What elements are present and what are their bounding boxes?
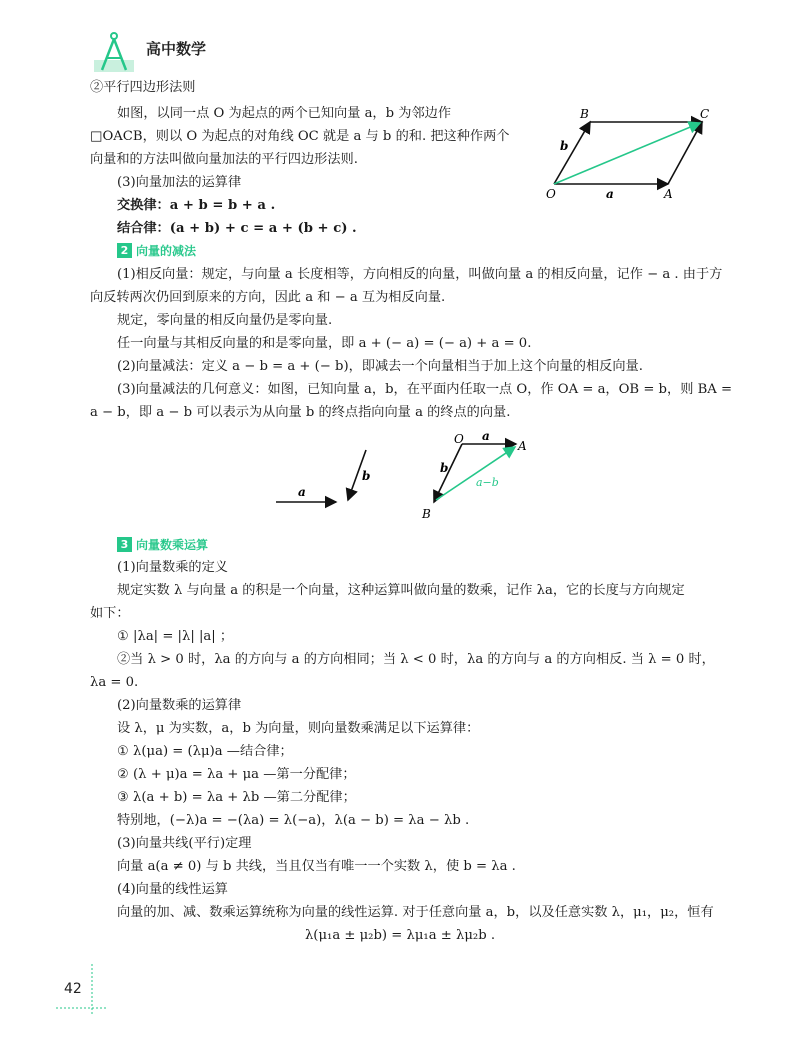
axis-decoration-icon — [52, 960, 112, 1020]
s3-line-11: ③ λ(a + b) = λa + λb —第二分配律； — [117, 790, 356, 805]
subtraction-figure — [270, 428, 550, 528]
s3-line-14: 向量 a(a ≠ 0) 与 b 共线，当且仅当有唯一一个实数 λ，使 b = λa . — [117, 859, 516, 874]
label-a: a — [606, 187, 614, 201]
s2-line-7: a − b，即 a − b 可以表示为从向量 b 的终点指向向量 a 的终点的向量. — [90, 405, 511, 420]
rule-title: ②平行四边形法则 — [90, 80, 196, 95]
label-b: b — [560, 139, 569, 153]
s3-line-4: ① |λa| = |λ| |a| ； — [117, 629, 234, 644]
s3-line-6: λa = 0. — [90, 675, 139, 690]
s3-line-12: 特别地，(−λ)a = −(λa) = λ(−a)，λ(a − b) = λa − λb . — [117, 813, 470, 828]
s2-line-5: (2)向量减法：定义 a − b = a + (− b)，即减去一个向量相当于加上这个向量的相反向量. — [117, 359, 643, 374]
section-2-badge — [117, 243, 196, 258]
label-O2: O — [454, 432, 464, 446]
label-C: C — [700, 107, 710, 121]
commutative-law: 交换律：a + b = b + a . — [117, 198, 276, 213]
s3-line-1: (1)向量数乘的定义 — [117, 560, 228, 575]
label-A2: A — [518, 439, 527, 453]
section-3-badge — [117, 537, 208, 552]
s3-line-9: ① λ(μa) = (λμ)a —结合律； — [117, 744, 293, 759]
vector-oc-diagonal — [554, 123, 700, 184]
free-label-b: b — [362, 469, 371, 483]
s3-line-2: 规定实数 λ 与向量 a 的积是一个向量，这种运算叫做向量的数乘，记作 λa，它的长度与方向规定 — [117, 583, 685, 598]
header-title: 高中数学 — [146, 40, 207, 58]
s3-line-5: ②当 λ > 0 时，λa 的方向与 a 的方向相同；当 λ < 0 时，λa 的方向与 a 的方向相反. 当 λ = 0 时， — [117, 652, 715, 667]
para-line-3: 向量和的方法叫做向量加法的平行四边形法则. — [90, 152, 358, 167]
s3-line-8: 设 λ，μ 为实数，a，b 为向量，则向量数乘满足以下运算律： — [117, 721, 480, 736]
label-O: O — [546, 187, 556, 201]
section-2-title: 向量的减法 — [136, 244, 197, 258]
label-B2: B — [422, 507, 431, 521]
vector-ac — [668, 122, 702, 184]
s3-line-16: 向量的加、减、数乘运算统称为向量的线性运算. 对于任意向量 a，b，以及任意实数 λ，μ₁，μ₂，恒有 — [117, 905, 714, 920]
para-line-1: 如图，以同一点 O 为起点的两个已知向量 a，b 为邻边作 — [117, 106, 452, 121]
section-3-number: 3 — [117, 537, 132, 552]
label-a2: a — [482, 429, 490, 443]
label-A: A — [664, 187, 673, 201]
label-B: B — [580, 107, 589, 121]
section-3-title: 向量数乘运算 — [136, 538, 209, 552]
free-label-a: a — [298, 485, 306, 499]
associative-law: 结合律：(a + b) + c = a + (b + c) . — [117, 221, 357, 236]
s3-line-13: (3)向量共线(平行)定理 — [117, 836, 252, 851]
vector-b-oc-side — [554, 122, 590, 184]
s3-line-17: λ(μ₁a ± μ₂b) = λμ₁a ± λμ₂b . — [304, 928, 496, 943]
s2-line-4: 任一向量与其相反向量的和是零向量，即 a + (− a) = (− a) + a = 0. — [117, 336, 532, 351]
s3-line-7: (2)向量数乘的运算律 — [117, 698, 242, 713]
s2-line-2: 向反转两次仍回到原来的方向，因此 a 和 − a 互为相反向量. — [90, 290, 446, 305]
s3-line-10: ② (λ + μ)a = λa + μa —第一分配律； — [117, 767, 356, 782]
s2-line-6: (3)向量减法的几何意义：如图，已知向量 a，b，在平面内任取一点 O，作 OA = a，OB = b，则 BA = — [117, 382, 733, 397]
s2-line-3: 规定，零向量的相反向量仍是零向量. — [117, 313, 333, 328]
laws-title: (3)向量加法的运算律 — [117, 175, 242, 190]
s2-line-1: (1)相反向量：规定，与向量 a 长度相等，方向相反的向量，叫做向量 a 的相反向量，记作 − a . 由于方 — [117, 267, 723, 282]
label-b2: b — [440, 461, 449, 475]
section-2-number: 2 — [117, 243, 132, 258]
para-line-2: □OACB，则以 O 为起点的对角线 OC 就是 a 与 b 的和. 把这种作两个 — [90, 129, 510, 144]
compass-logo-icon — [92, 30, 136, 76]
s3-line-3: 如下： — [90, 606, 130, 621]
parallelogram-figure — [540, 100, 720, 210]
page-number: 42 — [64, 981, 82, 997]
label-a-minus-b: a−b — [476, 476, 499, 489]
s3-line-15: (4)向量的线性运算 — [117, 882, 228, 897]
